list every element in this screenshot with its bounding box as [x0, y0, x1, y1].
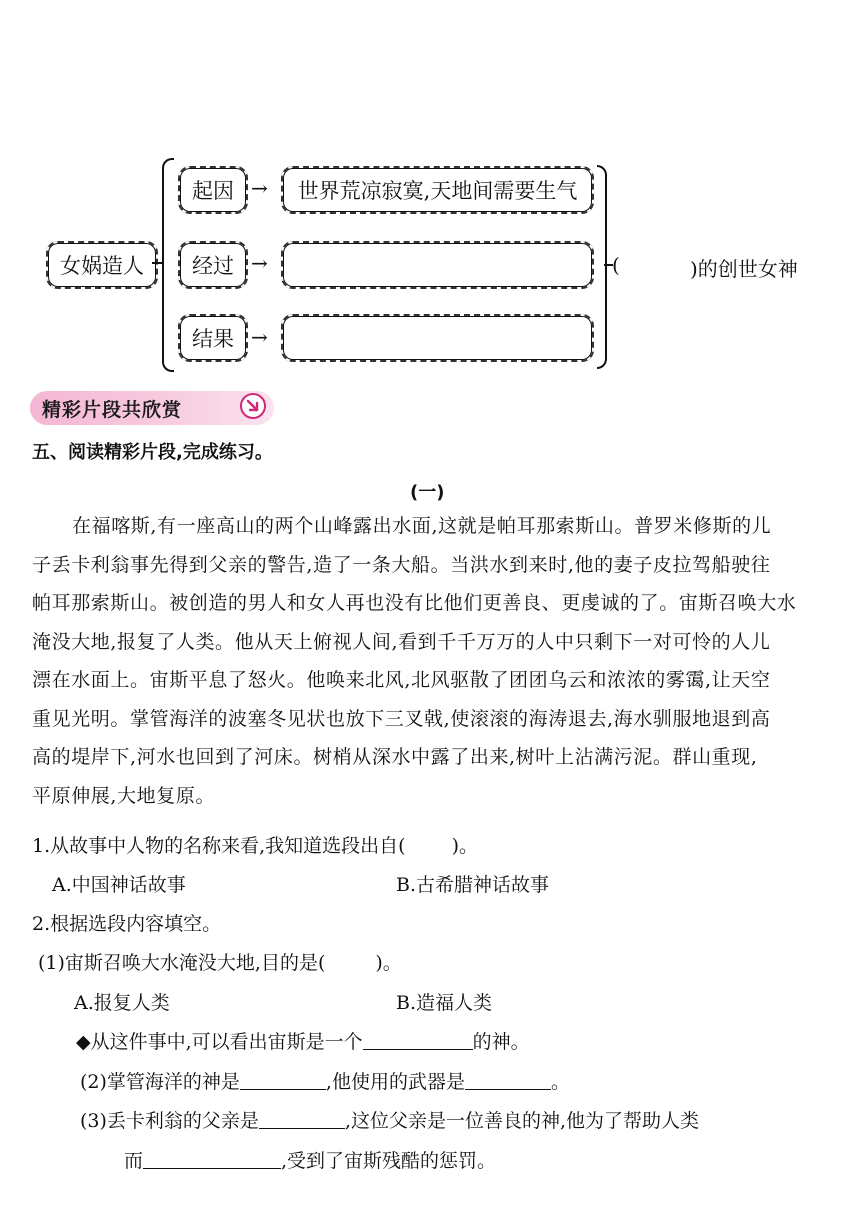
q1-stem-end: )。: [451, 835, 479, 857]
passage-line: 子丢卡利翁事先得到父亲的警告,造了一条大船。当洪水到来时,他的妻子皮拉驾船驶往: [32, 553, 771, 576]
q2-2-suffix: 。: [550, 1071, 570, 1093]
cause-content-box: [281, 166, 594, 214]
q2-1-followup-prefix: ◆从这件事中,可以看出宙斯是一个: [76, 1031, 363, 1053]
q1-stem: 1.从故事中人物的名称来看,我知道选段出自(: [32, 835, 406, 857]
question-2-3: [80, 1106, 699, 1133]
result-content-box[interactable]: [281, 314, 594, 362]
reading-passage: [32, 507, 796, 815]
q2-2-blank-2[interactable]: [465, 1069, 551, 1090]
q2-3-middle: ,这位父亲是一位善良的神,他为了帮助人类: [344, 1110, 700, 1132]
result-label: 结果: [192, 327, 234, 351]
result-arrow-icon: →: [251, 325, 268, 349]
part-title: (一): [410, 482, 445, 503]
banner-title: 精彩片段共欣赏: [42, 399, 183, 421]
question-2-2: [80, 1067, 570, 1094]
q2-3-blank-1[interactable]: [259, 1108, 345, 1129]
q2-2-middle: ,他使用的武器是: [325, 1071, 465, 1093]
q2-2-prefix: (2)掌管海洋的神是: [80, 1071, 240, 1093]
q2-1-option-a[interactable]: A.报复人类: [74, 992, 170, 1014]
question-2-1: [38, 948, 402, 975]
q2-2-blank-1[interactable]: [240, 1069, 326, 1090]
passage-line: 淹没大地,报复了人类。他从天上俯视人间,看到千千万万的人中只剩下一对可怜的人儿: [32, 630, 771, 653]
q2-1-stem-end: )。: [375, 952, 402, 974]
cause-label-box: [178, 166, 248, 214]
q1-option-b[interactable]: B.古希腊神话故事: [396, 874, 550, 896]
q2-1-option-b[interactable]: B.造福人类: [396, 992, 493, 1014]
cause-label: 起因: [192, 179, 234, 203]
q2-3-prefix: (3)丢卡利翁的父亲是: [80, 1110, 259, 1132]
process-label-box: [178, 241, 248, 289]
question-1: [32, 831, 478, 858]
topic-box: [46, 241, 158, 289]
section-heading: 五、阅读精彩片段,完成练习。: [32, 442, 273, 463]
q2-1-followup-blank[interactable]: [363, 1029, 473, 1050]
process-label: 经过: [192, 254, 234, 278]
arrow-down-right-icon: [240, 393, 266, 419]
q2-1-followup-suffix: 的神。: [472, 1031, 530, 1053]
passage-line: 高的堤岸下,河水也回到了河床。树梢从深水中露了出来,树叶上沾满污泥。群山重现,: [32, 746, 758, 768]
result-label-box: [178, 314, 248, 362]
process-content-box[interactable]: [281, 241, 594, 289]
q2-1-stem: (1)宙斯召唤大水淹没大地,目的是(: [38, 952, 326, 974]
q2-1-followup: [76, 1027, 530, 1054]
right-brace: [597, 165, 607, 369]
passage-line: 平原伸展,大地复原。: [32, 784, 216, 807]
process-arrow-icon: →: [251, 251, 268, 275]
q1-option-a[interactable]: A.中国神话故事: [52, 874, 186, 896]
cause-content: 世界荒凉寂寞,天地间需要生气: [297, 179, 578, 203]
topic-label: 女娲造人: [60, 254, 144, 278]
conclusion-text: )的创世女神: [690, 257, 798, 281]
q2-3-blank-2[interactable]: [143, 1148, 281, 1169]
passage-line: 重见光明。掌管海洋的波塞冬见状也放下三叉戟,使滚滚的海涛退去,海水驯服地退到高: [32, 707, 771, 730]
passage-line: 帕耳那索斯山。被创造的男人和女人再也没有比他们更善良、更虔诚的了。宙斯召唤大水: [32, 592, 797, 614]
q2-stem: 2.根据选段内容填空。: [32, 913, 222, 935]
question-2-3-line2: [124, 1146, 496, 1173]
passage-line: 漂在水面上。宙斯平息了怒火。他唤来北风,北风驱散了团团乌云和浓浓的雾霭,让天空: [32, 669, 771, 691]
passage-line: 在福喀斯,有一座高山的两个山峰露出水面,这就是帕耳那索斯山。普罗米修斯的儿: [72, 515, 772, 537]
cause-arrow-icon: →: [251, 176, 268, 200]
q2-3-line2-suffix: ,受到了宙斯残酷的惩罚。: [281, 1150, 497, 1172]
q2-3-line2-prefix: 而: [124, 1150, 144, 1172]
conclusion-open-paren: (: [612, 253, 620, 277]
left-brace: [162, 158, 174, 372]
left-brace-tip: [152, 262, 164, 264]
section-banner: [30, 391, 274, 425]
